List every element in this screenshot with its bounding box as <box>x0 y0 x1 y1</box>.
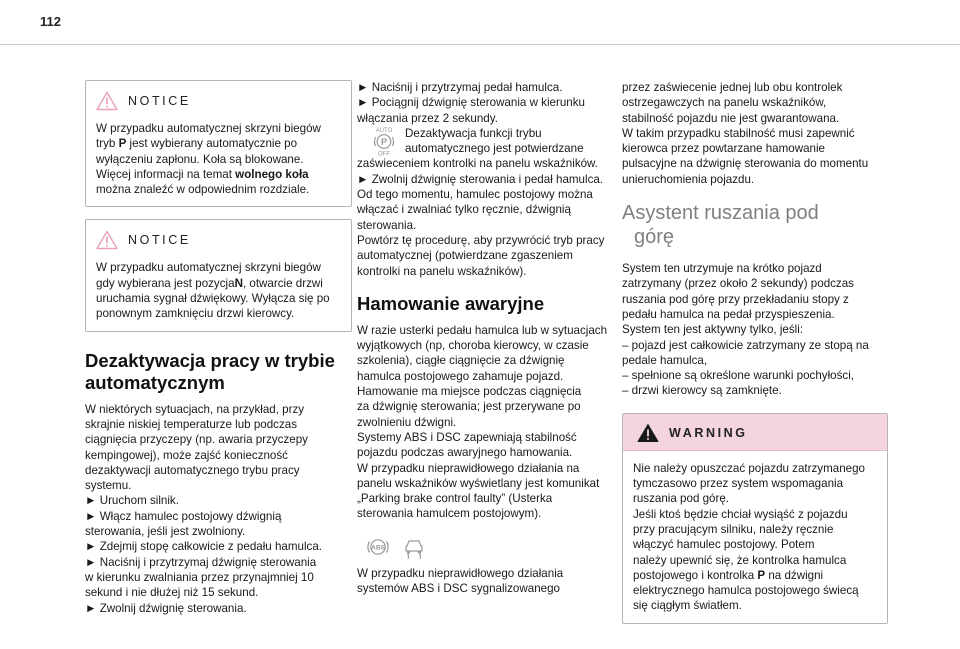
text-line: kierowca przez powtarzane hamowanie <box>622 142 825 156</box>
text-line: ► Pociągnij dźwignię sterowania w kierunku <box>357 96 586 110</box>
section-heading-emergency: Hamowanie awaryjne <box>357 292 545 314</box>
notice-triangle-icon <box>96 230 118 250</box>
text-line: W takim przypadku stabilność musi zapewnić <box>622 126 855 140</box>
abs-dsc-text <box>357 566 624 597</box>
warning-box <box>622 413 888 624</box>
text-line: ► Zwolnij dźwignię sterowania i pedał hamulca. <box>357 172 604 186</box>
text-line: „Parking brake control faulty” (Usterka <box>357 492 553 506</box>
text-line: System ten jest aktywny tylko, jeśli: <box>622 323 804 337</box>
text-line: Dezaktywacja funkcji trybu <box>405 126 542 140</box>
section-heading-hill-start: Asystent ruszania pod górę <box>622 202 819 249</box>
text-line: można znaleźć w odpowiednim rozdziale. <box>96 183 310 197</box>
text-line: sekund i nie dłużej niż 15 sekund. <box>85 586 259 600</box>
text-line: W niektórych sytuacjach, na przykład, przy <box>85 402 305 416</box>
text-line: w kierunku zwalniania przez przynajmniej 10 <box>85 570 314 584</box>
notice-title: NOTICE <box>128 233 191 248</box>
text-line: zaświeceniem kontrolki na panelu wskaźników. <box>357 157 599 171</box>
text-line: Nie należy opuszczać pojazdu zatrzymanego <box>633 461 865 475</box>
text-line: Systemy ABS i DSC zapewniają stabilność <box>357 430 577 444</box>
text-line: postojowego i kontrolka P na dźwigni <box>633 568 824 582</box>
text-line: W przypadku nieprawidłowego działania na <box>357 461 580 475</box>
text-line: Jeśli ktoś będzie chciał wysiąść z pojazdu <box>633 507 848 521</box>
hill-start-text <box>622 261 889 399</box>
text-line: sterowania hamulcem postojowym). <box>357 507 542 521</box>
notice-triangle-icon <box>96 91 118 111</box>
svg-text:P: P <box>380 136 388 147</box>
text-line: włączyć hamulec postojowy. Potem <box>633 538 815 552</box>
text-line: ► Zwolnij dźwignię sterowania. <box>85 601 247 615</box>
warning-text <box>633 461 877 614</box>
text-line: ruszania pod górę. <box>633 492 730 506</box>
confirmation-text <box>357 156 624 278</box>
text-line: automatycznego jest potwierdzane <box>405 142 584 156</box>
svg-text:ABS: ABS <box>371 544 385 552</box>
text-line: W przypadku nieprawidłowego działania <box>357 566 564 580</box>
warning-header <box>623 414 887 451</box>
text-line: przy pracującym silniku, należy ręcznie <box>633 522 834 536</box>
text-line: uruchamia sygnał dźwiękowy. Wyłącza się po <box>96 292 330 306</box>
notice-box-1 <box>85 80 352 207</box>
column-3 <box>622 80 889 636</box>
auto-parking-off-icon <box>371 126 397 156</box>
dsc-skid-icon <box>401 536 427 560</box>
text-line: unieruchomienia pojazdu. <box>622 172 755 186</box>
text-line: skrajnie niskiej temperaturze lub podczas <box>85 417 298 431</box>
text-line: pedału hamulca na pedał przyspieszenia. <box>622 307 835 321</box>
text-line: kontrolki na panelu wskaźników). <box>357 264 527 278</box>
text-line: ostrzegawczych na panelu wskaźników, <box>622 96 827 110</box>
text-line: ciągnięcia przyczepy (np. awaria przyczepy <box>85 433 308 447</box>
text-line: pojazdu podczas awaryjnego hamowania. <box>357 446 573 460</box>
text-line: ► Uruchom silnik. <box>85 494 179 508</box>
text-line: przez zaświecenie jednej lub obu kontrolek <box>622 81 843 94</box>
text-line: ► Włącz hamulec postojowy dźwignią <box>85 509 282 523</box>
notice-text <box>96 260 341 321</box>
text-line: – spełnione są określone warunki pochyłości, <box>622 369 855 383</box>
svg-text:AUTO: AUTO <box>375 127 393 134</box>
text-line: elektrycznego hamulca postojowego świecą <box>633 584 859 598</box>
text-line: Więcej informacji na temat wolnego koła <box>96 167 309 181</box>
text-line: systemu. <box>85 479 132 493</box>
text-line: kempingowej), może zajść konieczność <box>85 448 288 462</box>
text-line: wyłączeniu zapłonu. Koła są blokowane. <box>96 152 304 166</box>
text-line: Powtórz tę procedurę, aby przywrócić tryb pracy <box>357 233 605 247</box>
notice-header <box>96 230 341 250</box>
text-line: – drzwi kierowcy są zamknięte. <box>622 384 782 398</box>
text-line: Hamowanie ma miejsce podczas ciągnięcia <box>357 385 582 399</box>
text-line: W przypadku automatycznej skrzyni biegów <box>96 261 321 275</box>
emergency-text <box>357 323 624 522</box>
column-1 <box>85 80 352 616</box>
text-line: sterowania, jeśli jest zwolniony. <box>85 525 246 539</box>
text-line: tymczasowo przez system wspomagania <box>633 477 844 491</box>
text-line: włączać i zwalniać tylko ręcznie, dźwignią <box>357 203 571 217</box>
text-line: ► Naciśnij i przytrzymaj dźwignię sterowania <box>85 555 317 569</box>
text-line: pedale hamulca, <box>622 353 708 367</box>
top-divider <box>0 44 960 45</box>
text-line: W razie usterki pedału hamulca lub w sytuacjach <box>357 323 608 337</box>
page-number: 112 <box>40 14 61 29</box>
text-line: systemów ABS i DSC sygnalizowanego <box>357 582 560 596</box>
text-line: ponownym zamknięciu drzwi kierowcy. <box>96 307 295 321</box>
text-line: ruszania pod górę przy przekładaniu stopy z <box>622 292 849 306</box>
text-line: się ciągłym światłem. <box>633 599 742 613</box>
warning-triangle-icon <box>637 423 659 443</box>
auto-off-paragraph <box>357 126 624 157</box>
stability-text <box>622 80 889 187</box>
notice-box-2 <box>85 219 352 331</box>
warning-title: WARNING <box>669 425 748 440</box>
text-line: hamulca postojowego zahamuje pojazd. <box>357 369 564 383</box>
text-line: – pojazd jest całkowicie zatrzymany ze stopą na <box>622 338 869 352</box>
notice-text <box>96 121 341 197</box>
column-2 <box>357 80 624 596</box>
svg-text:OFF: OFF <box>378 151 390 156</box>
abs-dsc-icons <box>365 536 624 560</box>
procedure-text <box>357 80 624 126</box>
text-line: zwolnieniu dźwigni. <box>357 415 457 429</box>
text-line: za dźwignię sterowania; jest przerywane po <box>357 400 581 414</box>
auto-off-lines <box>357 126 624 157</box>
text-line: włączania przez 2 sekundy. <box>357 111 498 125</box>
text-line: ► Naciśnij i przytrzymaj pedał hamulca. <box>357 81 563 94</box>
text-line: sterowania. <box>357 218 417 232</box>
section-heading-deactivation: Dezaktywacja pracy w trybie automatycznym <box>85 349 335 393</box>
text-line: dezaktywacji automatycznego trybu pracy <box>85 463 300 477</box>
text-line: szkolenia), ciągłe ciągnięcie za dźwignię <box>357 354 565 368</box>
text-line: System ten utrzymuje na krótko pojazd <box>622 262 822 276</box>
text-line: gdy wybierana jest pozycjaN, otwarcie drzwi <box>96 276 323 290</box>
text-line: Od tego momentu, hamulec postojowy można <box>357 188 593 202</box>
text-line: ► Zdejmij stopę całkowicie z pedału hamulca. <box>85 540 323 554</box>
notice-title: NOTICE <box>128 94 191 108</box>
text-line: wyjątkowych (np, choroba kierowcy, w czasie <box>357 339 589 353</box>
text-line: automatycznej (potwierdzane zgaszeniem <box>357 249 573 263</box>
text-line: zatrzymany (przez około 2 sekundy) podczas <box>622 277 854 291</box>
text-line: pulsacyjne na dźwignię sterowania do momentu <box>622 157 869 171</box>
text-line: tryb P jest wybierany automatycznie po <box>96 137 298 151</box>
notice-header <box>96 91 341 111</box>
text-line: należy upewnić się, że kontrolka hamulca <box>633 553 847 567</box>
text-line: panelu wskaźników wyświetlany jest komunikat <box>357 476 600 490</box>
abs-warning-icon <box>365 536 391 558</box>
deactivation-text <box>85 402 352 616</box>
text-line: stabilność pojazdu nie jest gwarantowana. <box>622 111 840 125</box>
text-line: W przypadku automatycznej skrzyni biegów <box>96 122 321 135</box>
